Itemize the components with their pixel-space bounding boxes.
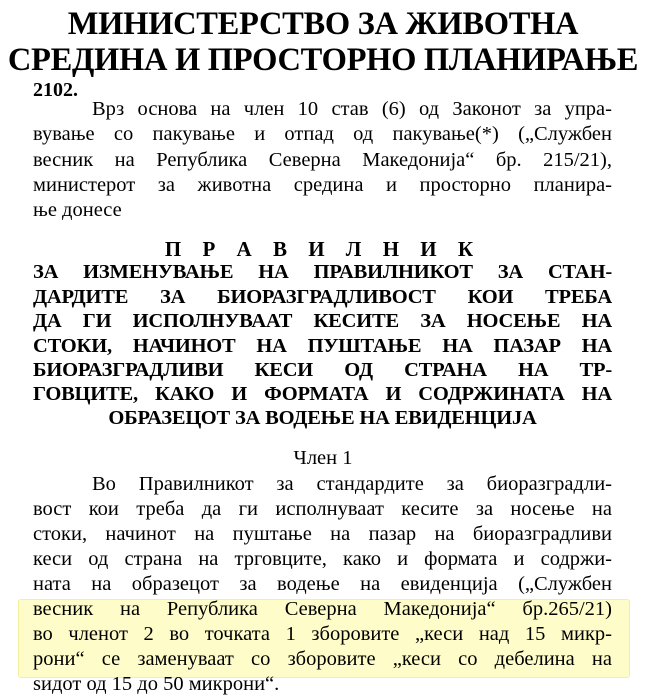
article-text-line: кеси од страна на трговците, како и формата и содржи-	[33, 548, 612, 570]
article-text-line: стоки, начинот на пуштање на пазар на биоразградливи	[33, 523, 612, 545]
rulebook-heading-line: ЗА ИЗМЕНУВАЊЕ НА ПРАВИЛНИКОТ ЗА СТАН-	[33, 261, 612, 283]
article-label: Член 1	[293, 447, 353, 469]
article-text-line: ѕидот од 15 до 50 микрони“.	[33, 673, 280, 695]
article-text-line: вост кои треба да ги исполнуваат кесите за носење на	[33, 498, 612, 520]
preamble-line: вување со пакување и отпад од пакување(*) („Службен	[33, 123, 612, 145]
article-text-line: ната на образецот за водење на евиденција („Службен	[33, 573, 612, 595]
article-text-line: Во Правилникот за стандардите за биоразградли-	[92, 473, 612, 495]
ministry-title-line-1: МИНИСТЕРСТВО ЗА ЖИВОТНА	[67, 6, 579, 42]
preamble-line: Врз основа на член 10 став (6) од Законот за упра-	[92, 98, 612, 120]
document-number: 2102.	[33, 79, 78, 101]
article-text-line: во членот 2 во точката 1 зборовите „кеси над 15 микр-	[33, 623, 612, 645]
rulebook-heading-line: БИОРАЗГРАДЛИВИ КЕСИ ОД СТРАНА НА ТР-	[33, 359, 612, 381]
article-text-line: рони“ се заменуваат со зборовите „кеси со дебелина на	[33, 648, 612, 670]
ministry-title-line-2: СРЕДИНА И ПРОСТОРНО ПЛАНИРАЊЕ	[7, 42, 639, 78]
rulebook-title: П Р А В И Л Н И К	[164, 237, 482, 261]
rulebook-heading-line: ДАРДИТЕ ЗА БИОРАЗГРАДЛИВОСТ КОИ ТРЕБА	[33, 286, 612, 308]
rulebook-heading-line: ДА ГИ ИСПОЛНУВААТ КЕСИТЕ ЗА НОСЕЊЕ НА	[33, 310, 612, 332]
rulebook-heading-line: ГОВЦИТЕ, КАКО И ФОРМАТА И СОДРЖИНАТА НА	[33, 383, 612, 405]
rulebook-heading-line: ОБРАЗЕЦОТ ЗА ВОДЕЊЕ НА ЕВИДЕНЦИЈА	[108, 407, 537, 429]
preamble-line: министерот за животна средина и просторно планира-	[33, 174, 612, 196]
rulebook-heading-line: СТОКИ, НАЧИНОТ НА ПУШТАЊЕ НА ПАЗАР НА	[33, 335, 612, 357]
preamble-line: ње донесе	[33, 199, 122, 221]
article-text-line: весник на Република Северна Македонија“ бр.265/21)	[33, 598, 612, 620]
preamble-line: весник на Република Северна Македонија“ бр. 215/21),	[33, 149, 612, 171]
